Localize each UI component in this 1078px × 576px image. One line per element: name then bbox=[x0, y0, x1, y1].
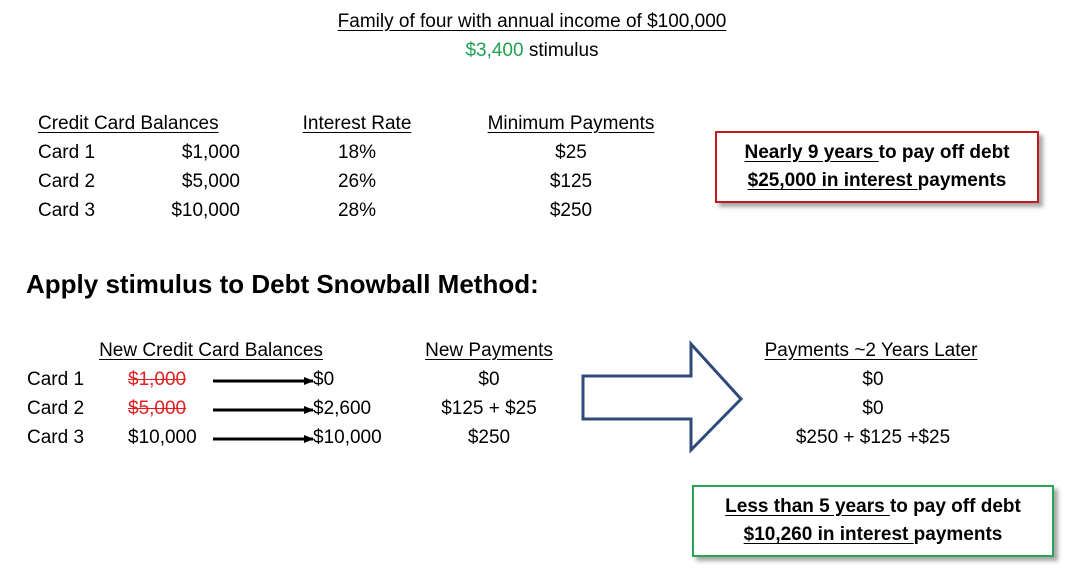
table1-payment: $125 bbox=[549, 171, 593, 192]
col-header-later-payments: Payments ~2 Years Later bbox=[764, 340, 978, 361]
table1-payment: $250 bbox=[549, 200, 593, 221]
table1-rate: 28% bbox=[337, 200, 377, 221]
col-header-new-balances: New Credit Card Balances bbox=[99, 340, 323, 361]
stimulus-word: stimulus bbox=[523, 40, 599, 61]
table2-later-payment: $0 bbox=[862, 398, 884, 419]
table1-rate: 18% bbox=[337, 142, 377, 163]
col-header-interest: Interest Rate bbox=[302, 113, 412, 134]
table2-later-payment: $250 + $125 +$25 bbox=[795, 427, 951, 448]
table2-new-balance: $2,600 bbox=[313, 398, 372, 419]
before-summary-line1: Nearly 9 years to pay off debt bbox=[744, 142, 1010, 163]
after-summary-line1: Less than 5 years to pay off debt bbox=[725, 496, 1021, 517]
table2-new-payment: $0 bbox=[478, 369, 500, 390]
table1-rate: 26% bbox=[337, 171, 377, 192]
table1-balance: $10,000 bbox=[171, 200, 240, 221]
after-summary-box bbox=[692, 485, 1054, 557]
after-summary-line2: $10,260 in interest payments bbox=[743, 524, 1003, 545]
table2-old-balance: $10,000 bbox=[128, 427, 197, 448]
table1-card-label: Card 1 bbox=[38, 142, 96, 163]
stimulus-amount: $3,400 bbox=[465, 40, 524, 61]
table1-payment: $25 bbox=[555, 142, 587, 163]
table2-card-label: Card 3 bbox=[27, 427, 85, 448]
table2-new-balance: $10,000 bbox=[313, 427, 382, 448]
table1-card-label: Card 2 bbox=[38, 171, 96, 192]
table2-old-balance: $1,000 bbox=[128, 369, 187, 390]
table1-card-label: Card 3 bbox=[38, 200, 96, 221]
col-header-new-payments: New Payments bbox=[425, 340, 553, 361]
table2-new-payment: $250 bbox=[467, 427, 511, 448]
table2-new-payment: $125 + $25 bbox=[441, 398, 537, 419]
table2-card-label: Card 1 bbox=[27, 369, 85, 390]
table1-balance: $1,000 bbox=[181, 142, 240, 163]
page-title: Family of four with annual income of $100,000 bbox=[337, 11, 727, 32]
col-header-min-payments: Minimum Payments bbox=[487, 113, 655, 134]
col-header-balances: Credit Card Balances bbox=[38, 113, 219, 134]
table2-later-payment: $0 bbox=[862, 369, 884, 390]
before-summary-line2: $25,000 in interest payments bbox=[747, 170, 1007, 191]
section-heading: Apply stimulus to Debt Snowball Method: bbox=[26, 269, 539, 299]
table2-new-balance: $0 bbox=[313, 369, 335, 390]
table2-old-balance: $5,000 bbox=[128, 398, 187, 419]
table2-card-label: Card 2 bbox=[27, 398, 85, 419]
table1-balance: $5,000 bbox=[181, 171, 240, 192]
big-right-arrow-icon bbox=[583, 344, 741, 450]
